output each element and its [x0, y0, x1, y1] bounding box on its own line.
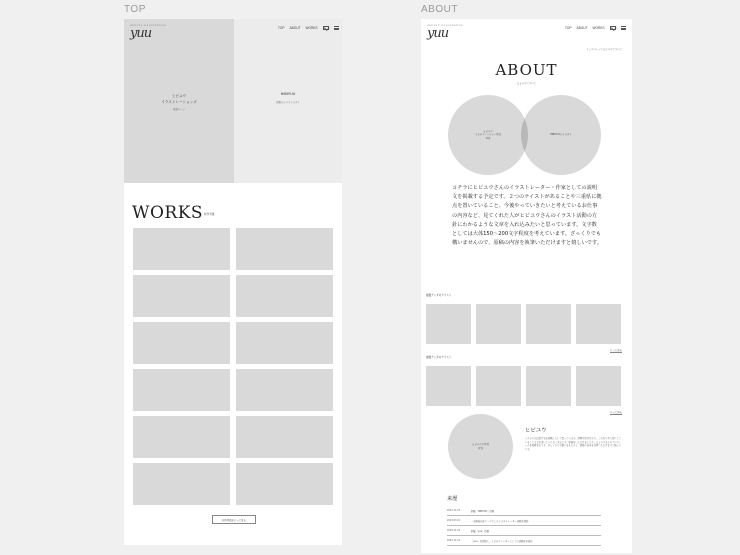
gallery-2-more-link[interactable]: もっと見る: [610, 411, 622, 414]
hero-left-line2: イラストレーションズ: [161, 99, 197, 104]
works-thumbnail[interactable]: [236, 322, 333, 364]
breadcrumb[interactable]: トップページ / ヒビユウについて: [586, 48, 622, 51]
history-text: 三重県地域をテーマとしたイラストレーター活動を開始: [471, 519, 529, 523]
gallery-thumbnail[interactable]: [576, 366, 621, 406]
gallery-1-label: 複数テンダのテイスト: [426, 294, 452, 297]
history-date: 2020.11.01: [447, 539, 461, 542]
hero-right-caption: [244, 92, 332, 105]
nav-item-works[interactable]: WORKS: [592, 26, 605, 30]
frame-label-about: ABOUT: [421, 4, 458, 15]
site-logo[interactable]: [130, 25, 166, 39]
works-thumbnail[interactable]: [133, 416, 230, 458]
gallery-1: [426, 304, 622, 344]
history-date: 2018.11.01: [447, 529, 461, 532]
logo-mark: yuu: [427, 26, 449, 41]
hero-left-caption: [134, 94, 224, 113]
works-grid: [133, 228, 333, 505]
hero-left-line1: ヒビユウ: [171, 94, 187, 98]
nav-item-about[interactable]: ABOUT: [576, 26, 588, 30]
works-thumbnail[interactable]: [133, 228, 230, 270]
works-thumbnail[interactable]: [236, 228, 333, 270]
gallery-1-more-link[interactable]: もっと見る: [610, 349, 622, 352]
circle-a-line2: イラストレーション作品: [474, 133, 502, 137]
works-thumbnail[interactable]: [236, 416, 333, 458]
works-title: WORKS: [132, 203, 204, 223]
circle-a-line3: 写真: [485, 136, 491, 140]
circle-b-text: HIBIYUUのイラスト: [550, 133, 572, 137]
page-subtitle: ヒビユウについて: [516, 82, 537, 85]
profile-circle-line1: ヒビユウの写真: [472, 443, 489, 447]
gallery-thumbnail[interactable]: [526, 366, 571, 406]
logo-mark: yuu: [130, 26, 152, 41]
history-row: [447, 536, 601, 546]
history-row: [447, 516, 601, 526]
works-thumbnail[interactable]: [133, 463, 230, 505]
profile-circle-line2: 写真: [478, 446, 483, 450]
circle-a-line1: ヒビユウ: [483, 129, 493, 133]
gallery-thumbnail[interactable]: [476, 304, 521, 344]
frame-label-top: TOP: [124, 4, 146, 15]
mail-icon[interactable]: [610, 26, 616, 30]
menu-icon[interactable]: [334, 26, 339, 30]
site-logo[interactable]: [427, 25, 463, 39]
gallery-thumbnail[interactable]: [576, 304, 621, 344]
works-thumbnail[interactable]: [133, 275, 230, 317]
about-description: コチラにヒビユウさんのイラストレーター・作家としての説明文を掲載する予定です。２つのテイストがあることや三重県に拠点を置いていること、今後やっていきたいと考えているお仕事の内容など、見てくれた人がヒビユウさんのイラスト活動の方針にわかるような文章を入れ込みたいと思っています。文字数としては大体150～200文字程度を考えています。ざっくりでも構いませんので、原稿の内容を執筆いただけますと嬉しいです。: [452, 185, 602, 247]
nav-item-top[interactable]: TOP: [278, 26, 285, 30]
history-title: 来歴: [447, 496, 458, 502]
works-thumbnail[interactable]: [133, 322, 230, 364]
about-nav: [565, 26, 626, 30]
history-text: 「yuu」を開始し、イラストレーターとしての活動を本格化: [471, 539, 533, 543]
works-thumbnail[interactable]: [236, 463, 333, 505]
history-text: 個展「HIBIYUU」開催: [471, 509, 495, 513]
about-page-frame: [421, 19, 632, 553]
history-date: 2024.11.01: [447, 509, 461, 512]
top-nav: [278, 26, 339, 30]
history-text: 個展「yuu」開催: [471, 529, 490, 533]
hero-right-title: HIBIYUU: [280, 92, 296, 96]
works-subtitle: 制作実績: [204, 213, 215, 216]
gallery-thumbnail[interactable]: [526, 304, 571, 344]
gallery-2: [426, 366, 622, 406]
mail-icon[interactable]: [323, 26, 329, 30]
nav-item-top[interactable]: TOP: [565, 26, 572, 30]
profile-name: ヒビユウ: [525, 428, 547, 434]
hero-left-sub: 複数ページ: [173, 108, 185, 111]
history-list: [447, 506, 601, 546]
about-photo-circle-right: [521, 95, 601, 175]
works-more-button[interactable]: 制作実績をもっと見る: [212, 515, 256, 524]
hero-right-sub: 複数ヒビユウイラスト: [276, 100, 300, 104]
history-date: 2023.03.01: [447, 519, 461, 522]
works-thumbnail[interactable]: [236, 369, 333, 411]
history-row: [447, 506, 601, 516]
profile-text: コチラに自己紹介文を掲載したいと思っています。経歴や好きなもの、こだわりや大切にしていることなどを書いていただく予定です。原稿をいただけましたら、ヒビユウさんのプロフィールを掲載予定です。ざっくりでも構いませんので、原稿の内容を執筆いただけますと嬉しいです。: [525, 437, 622, 451]
page-title: ABOUT: [495, 61, 558, 79]
nav-item-about[interactable]: ABOUT: [289, 26, 301, 30]
profile-photo-circle: [448, 414, 513, 479]
gallery-thumbnail[interactable]: [426, 304, 471, 344]
gallery-thumbnail[interactable]: [426, 366, 471, 406]
menu-icon[interactable]: [621, 26, 626, 30]
works-thumbnail[interactable]: [236, 275, 333, 317]
top-page-frame: [124, 19, 342, 545]
about-photo-circle-left: [448, 95, 528, 175]
logo-tagline: HIBIYUU ILLUSTRATION: [130, 25, 167, 27]
history-row: [447, 526, 601, 536]
gallery-2-label: 複数テンダのテイスト: [426, 356, 452, 359]
works-thumbnail[interactable]: [133, 369, 230, 411]
hero-section: [124, 19, 342, 183]
nav-item-works[interactable]: WORKS: [305, 26, 318, 30]
logo-tagline: HIBIYUU ILLUSTRATION: [427, 25, 464, 27]
gallery-thumbnail[interactable]: [476, 366, 521, 406]
